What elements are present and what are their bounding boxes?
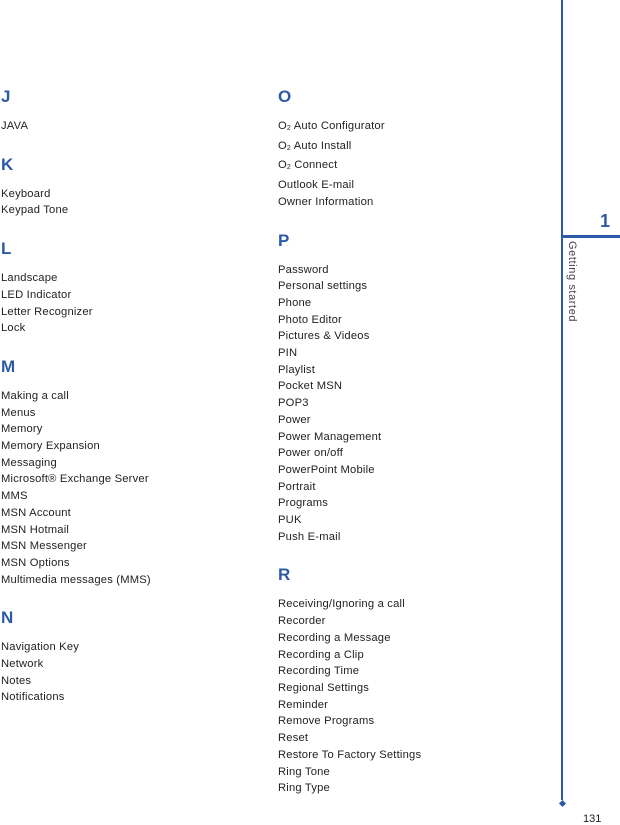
index-entry: Recording a Message	[278, 631, 391, 644]
index-entry: Lock	[1, 322, 26, 335]
section-letter: R	[278, 565, 291, 585]
index-section-r	[278, 564, 548, 796]
index-entry: Regional Settings	[278, 681, 370, 694]
index-entry: Making a call	[1, 389, 69, 402]
chapter-rail-notch	[563, 235, 620, 238]
index-entry-list	[1, 639, 251, 706]
index-section-k	[1, 154, 251, 219]
index-entry: Photo Editor	[278, 313, 342, 326]
index-entry: $O_2$ Auto Configurator	[278, 120, 385, 132]
index-entry: MSN Hotmail	[1, 523, 70, 536]
index-entry: PIN	[278, 347, 298, 360]
diamond-bullet-icon	[559, 800, 566, 807]
index-entry-list	[1, 270, 251, 337]
index-entry: Recording Time	[278, 665, 360, 678]
index-entry: JAVA	[1, 120, 29, 132]
index-entry: Messaging	[1, 456, 57, 469]
index-entry-list	[278, 118, 548, 211]
index-entry: Keyboard	[1, 187, 51, 200]
index-entry: Receiving/Ignoring a call	[278, 598, 405, 611]
index-entry-list	[1, 186, 251, 219]
section-letter: L	[1, 239, 12, 259]
index-entry: Notifications	[1, 691, 65, 704]
index-entry: $O_2$ Connect	[278, 159, 338, 172]
section-letter: M	[1, 356, 16, 376]
index-entry: Phone	[278, 296, 312, 309]
index-entry: POP3	[278, 397, 309, 410]
index-entry: Keypad Tone	[1, 204, 69, 217]
index-entry: Power on/off	[278, 447, 344, 460]
index-section-n	[1, 607, 251, 706]
index-entry: Memory Expansion	[1, 440, 100, 453]
page-number: 131	[583, 813, 602, 825]
chapter-title: Getting started	[566, 241, 578, 323]
index-entry: Menus	[1, 406, 36, 419]
index-entry: $O_2$ Auto Install	[278, 139, 352, 152]
index-entry: MSN Messenger	[1, 540, 87, 553]
index-entry: Landscape	[1, 272, 58, 285]
section-letter: O	[278, 87, 292, 106]
index-entry: Personal settings	[278, 280, 368, 293]
index-entry: Network	[1, 658, 44, 671]
index-entry: Outlook E-mail	[278, 179, 355, 192]
index-entry: Remove Programs	[278, 715, 375, 728]
chapter-rail	[561, 0, 563, 800]
section-letter: J	[1, 87, 11, 106]
index-entry: Reminder	[278, 698, 329, 711]
index-entry: Programs	[278, 497, 329, 510]
index-section-m	[1, 356, 251, 588]
index-entry: Memory	[1, 423, 43, 436]
index-column-left	[1, 86, 251, 725]
index-entry: MSN Options	[1, 556, 70, 569]
index-entry: Power Management	[278, 430, 382, 443]
index-entry-list	[278, 596, 548, 796]
index-entry-list	[278, 262, 548, 546]
index-entry: Microsoft® Exchange Server	[1, 473, 149, 486]
index-entry: Navigation Key	[1, 641, 80, 654]
index-entry: Owner Information	[278, 195, 374, 208]
index-entry: Multimedia messages (MMS)	[1, 573, 151, 586]
index-entry: Reset	[278, 732, 309, 745]
index-entry: Restore To Factory Settings	[278, 748, 422, 761]
index-entry: Letter Recognizer	[1, 305, 93, 318]
index-entry: Playlist	[278, 363, 316, 376]
chapter-number: 1	[599, 211, 610, 231]
index-entry-list	[1, 388, 251, 588]
index-entry: Recording a Clip	[278, 648, 364, 661]
index-entry: Recorder	[278, 615, 326, 628]
index-entry: Ring Type	[278, 782, 330, 795]
index-entry: Ring Tone	[278, 765, 330, 778]
index-entry: Pocket MSN	[278, 380, 343, 393]
section-letter: N	[1, 608, 14, 628]
index-column-right	[278, 86, 548, 816]
index-entry-list	[1, 118, 251, 135]
index-entry: PUK	[278, 514, 302, 527]
index-entry: PowerPoint Mobile	[278, 463, 375, 476]
index-section-p	[278, 230, 548, 546]
index-section-l	[1, 238, 251, 337]
index-section-o	[278, 86, 548, 211]
index-entry: Push E-mail	[278, 530, 341, 543]
index-entry: Password	[278, 263, 329, 276]
index-entry: Portrait	[278, 480, 316, 493]
index-entry: Pictures & Videos	[278, 330, 370, 343]
index-entry: MMS	[1, 490, 28, 503]
index-entry: MSN Account	[1, 506, 71, 519]
index-section-j	[1, 86, 251, 135]
index-entry: Power	[278, 413, 311, 426]
section-letter: P	[278, 230, 290, 250]
section-letter: K	[1, 154, 14, 174]
index-entry: Notes	[1, 674, 32, 687]
index-entry: LED Indicator	[1, 288, 72, 301]
